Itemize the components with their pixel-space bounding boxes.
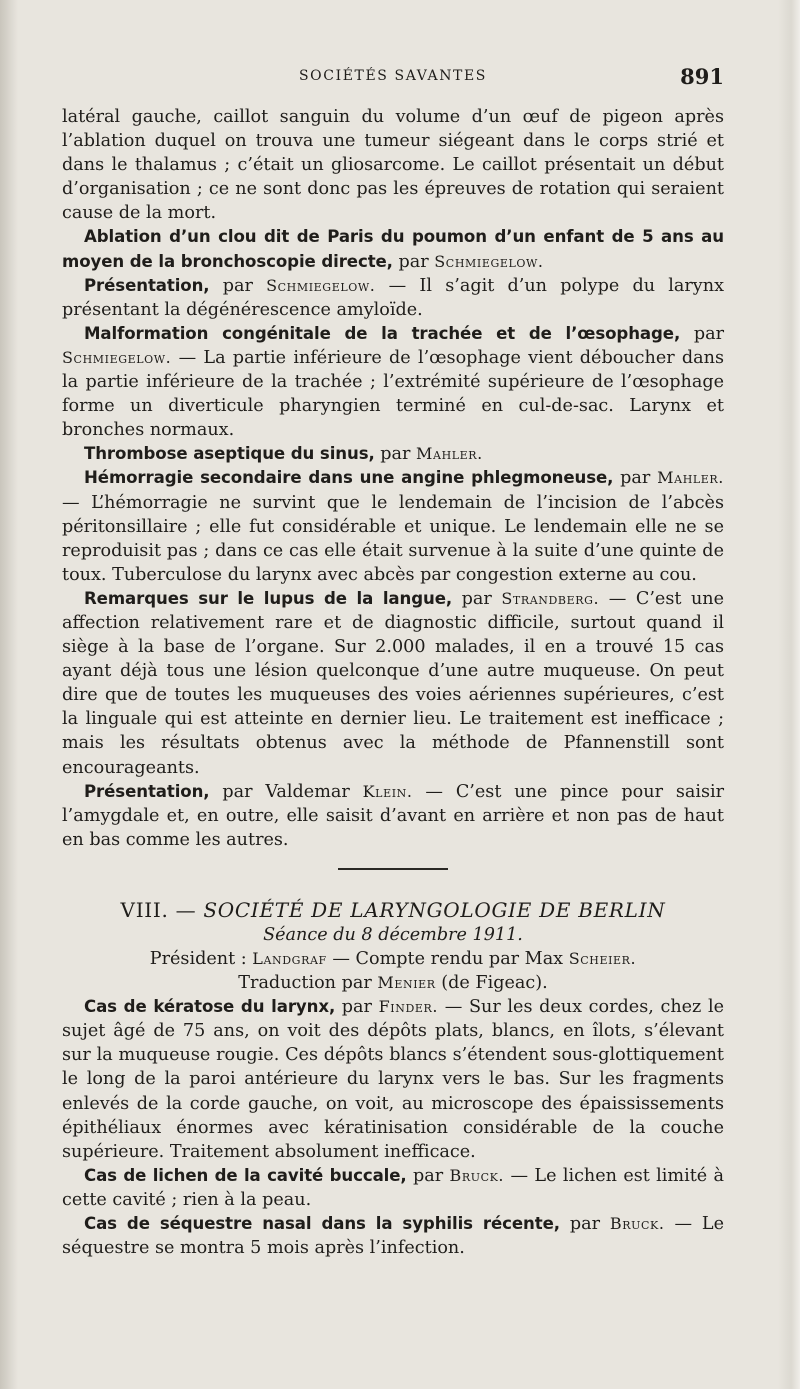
entry-text: — Sur les deux cordes, chez le sujet âgé de 75 ans, on voit des dépôts plats, blancs, en îlots, s’élevant sur la muqueuse rougie. Ces dépôts blancs s’étendent sous-glottiquement le long de la paroi antérieure du larynx vers le bas. Sur les fragments enlevés de la corde gauche, on voit, au microscope des épaississements épithéliaux énormes avec kératinisation considérable de la couche supérieure. Traitement absolument inefficace.	[62, 997, 725, 1162]
entry-title: Remarques sur le lupus de la langue,	[84, 588, 453, 608]
entry-by: par Valdemar	[222, 781, 350, 802]
entry-paragraph	[62, 274, 724, 322]
entry-by: par	[398, 251, 429, 272]
entry-paragraph	[62, 995, 724, 1164]
section-name: SOCIÉTÉ DE LARYNGOLOGIE DE BERLIN	[203, 897, 666, 922]
running-head	[62, 64, 724, 88]
entry-author: Schmiegelow.	[62, 347, 172, 367]
continuation-paragraph: latéral gauche, caillot sanguin du volume d’un œuf de pigeon après l’ablation duquel on trouva une tumeur siégeant dans le corps strié et dans le thalamus ; c’était un gliosarcome. Le caillot présentait un début d’organisation ; ce ne sont donc pas les épreuves de rotation qui seraient cause de la mort.	[62, 107, 724, 224]
entry-paragraph	[62, 466, 724, 586]
entry-title: Ablation d’un clou dit de Paris du poumon d’un enfant de 5 ans au moyen de la bronchoscopie directe,	[62, 227, 724, 271]
entry-by: par	[620, 468, 651, 489]
entry-text: — La partie inférieure de l’œsophage vient déboucher dans la partie inférieure de la trachée ; l’extrémité supérieure de l’œsophage forme un diverticule pharyngien terminé en cul-de-sac. Larynx et bronches normaux.	[62, 347, 724, 441]
entry-author: Schmiegelow.	[266, 275, 376, 295]
entry-author: Schmiegelow.	[434, 251, 544, 271]
entry-paragraph	[62, 322, 724, 442]
entry-author: Bruck.	[449, 1165, 505, 1185]
entry-by: par	[693, 323, 724, 344]
entry-title: Hémorragie secondaire dans une angine phlegmoneuse,	[84, 468, 614, 488]
translation-line	[62, 971, 724, 995]
running-title: SOCIÉTÉS SAVANTES	[298, 68, 487, 84]
entry-by: par	[341, 997, 372, 1018]
entry-title: Cas de séquestre nasal dans la syphilis récente,	[84, 1214, 560, 1234]
entry-text: — L’hémorragie ne survint que le lendemain de l’incision de l’abcès péritonsillaire ; elle fut considérable et unique. Le lendemain elle ne se reproduisit pas ; dans ce cas elle était survenue à la suite d’une quinte de toux. Tuberculose du larynx avec abcès par congestion externe au cou.	[62, 492, 724, 585]
entry-paragraph	[62, 442, 724, 466]
section-number: VIII. —	[120, 897, 197, 922]
entry-by: par	[461, 588, 492, 609]
entry-title: Cas de lichen de la cavité buccale,	[84, 1165, 407, 1185]
translator-place: (de Figeac).	[441, 973, 548, 994]
president-line	[62, 947, 724, 971]
entry-text: — Le séquestre se montra 5 mois après l’infection.	[62, 1214, 725, 1259]
page-number: 891	[680, 64, 724, 89]
entry-by: par	[222, 275, 253, 296]
entry-paragraph	[62, 1212, 724, 1260]
entry-title: Thrombose aseptique du sinus,	[84, 444, 375, 464]
entry-paragraph	[62, 780, 724, 852]
entry-text: — Le lichen est limité à cette cavité ; rien à la peau.	[62, 1165, 725, 1210]
body-text	[62, 105, 724, 1260]
entry-title: Présentation,	[84, 781, 210, 801]
entry-author: Strandberg.	[501, 588, 600, 608]
entry-by: par	[380, 444, 411, 465]
entry-paragraph	[62, 225, 724, 273]
translator-name: Menier	[377, 973, 436, 993]
entry-text: — C’est une affection relativement rare et de diagnostic difficile, surtout quand il siège à la base de l’organe. Sur 2.000 malades, il en a trouvé 15 cas ayant déjà tous une lésion quelconque d’une autre muqueuse. On peut dire que de toutes les muqueuses des voies aériennes supérieures, c’est la linguale qui est atteinte en dernier lieu. Le traitement est inefficace ; mais les résultats obtenus avec la méthode de Pfannenstill sont encourageants.	[62, 588, 725, 778]
entry-author: Finder.	[378, 997, 439, 1017]
section-divider	[338, 868, 448, 870]
president-name: Landgraf	[252, 949, 327, 968]
session-date: Séance du 8 décembre 1911.	[263, 924, 523, 945]
reporter-name: Scheier.	[568, 949, 637, 968]
translation-label: Traduction par	[238, 973, 372, 994]
entry-by: par	[412, 1165, 444, 1186]
entry-title: Cas de kératose du larynx,	[84, 997, 336, 1017]
entry-paragraph	[62, 1164, 724, 1212]
entry-paragraph	[62, 587, 724, 780]
entry-by: par	[569, 1214, 601, 1235]
entry-author: Mahler.	[416, 444, 483, 464]
entry-author: Mahler.	[657, 468, 724, 488]
entry-title: Présentation,	[84, 275, 210, 295]
section-title	[62, 897, 724, 923]
president-label: Président :	[149, 949, 247, 969]
report-label: — Compte rendu par Max	[332, 949, 564, 969]
entry-text: — Il s’agit d’un polype du larynx présentant la dégénérescence amyloïde.	[62, 275, 724, 320]
entry-text: — C’est une pince pour saisir l’amygdale et, en outre, elle saisit d’avant en arrière et non pas de haut en bas comme les autres.	[62, 781, 725, 850]
entry-title: Malformation congénitale de la trachée et de l’œsophage,	[84, 323, 681, 343]
entry-author: Bruck.	[609, 1214, 665, 1234]
entry-author: Klein.	[362, 781, 413, 801]
